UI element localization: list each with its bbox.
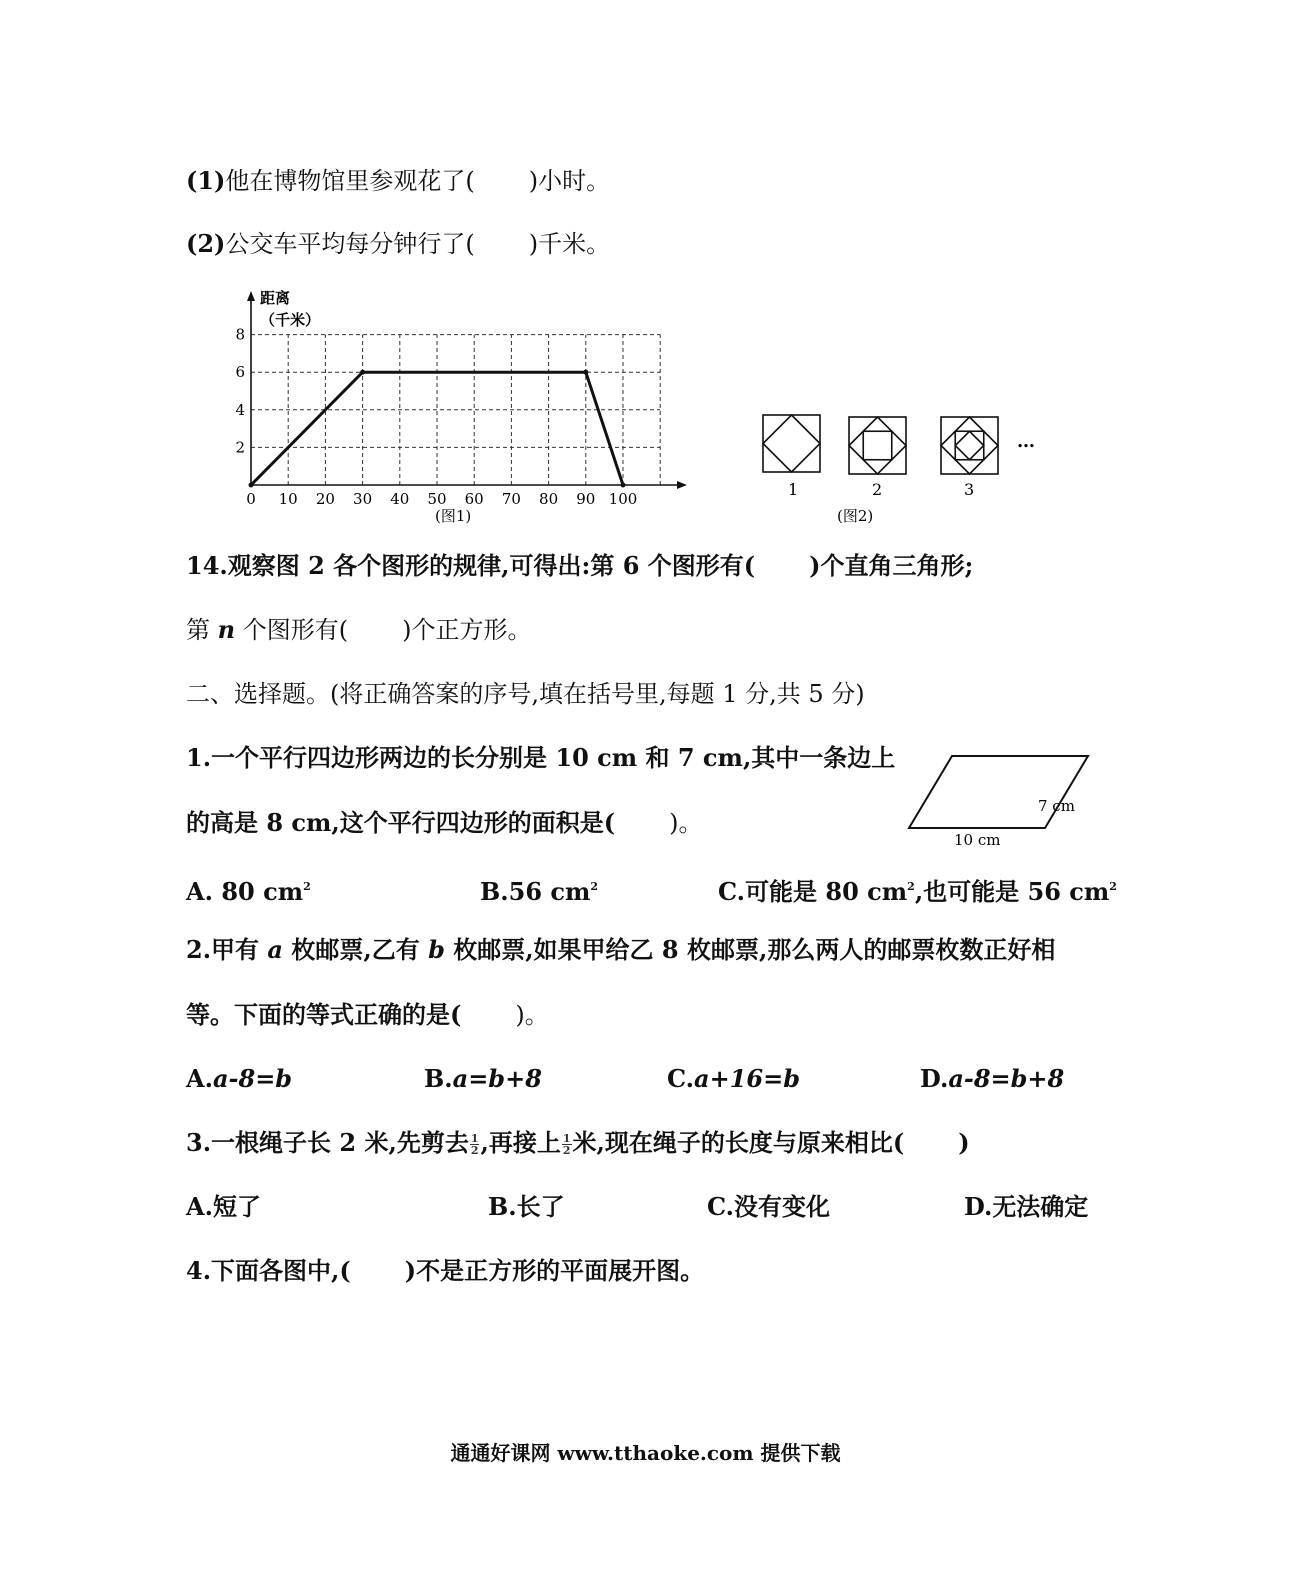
data-point [621,483,626,488]
q14-line1 [186,551,973,581]
x-tick-label: 30 [353,490,373,508]
y-tick-label: 4 [235,400,245,419]
q14-text: 14.观察图 2 各个图形的规律,可得出:第 6 个图形有( [186,551,756,580]
square-figure-3 [941,417,998,474]
y-axis-arrow [247,291,255,301]
q13-part2 [186,229,610,259]
variable-b: b [428,935,445,964]
data-point [360,370,365,375]
q13-part2-text: 公交车平均每分钟行了( [225,230,475,258]
x-tick-label: 10 [278,490,298,508]
mc3-option-a[interactable]: A.短了 [186,1192,261,1221]
mc2-option-a[interactable]: A.a-8=b [186,1064,293,1093]
x-tick-label: 20 [315,490,335,508]
square-figure-2 [849,417,906,474]
x-tick-label: 70 [501,490,521,508]
figure-label-2: 2 [872,480,883,499]
mc1-line2 [186,808,703,838]
y-axis-label-line1: 距离 [260,289,291,307]
x-tick-label: 0 [246,490,256,508]
mc1-option-b[interactable]: B.56 $cm^2$ [480,877,599,906]
mc3-option-d[interactable]: D.无法确定 [964,1192,1089,1221]
q13-part2-num: (2) [186,229,226,258]
base-label: 10 cm [954,831,1001,848]
mc2-option-d[interactable]: D.a-8=b+8 [920,1064,1065,1093]
data-point [583,370,588,375]
q14-line2 [186,615,531,645]
footer-source: 通通好课网 www.tthaoke.com 提供下载 [450,1441,841,1465]
x-tick-label: 40 [390,490,410,508]
q13-part1-close: )小时。 [528,167,611,195]
q14-line2-end: )个正方形。 [402,616,532,644]
data-point [249,483,254,488]
fraction: $\frac{1}{2}$ [562,1132,571,1157]
q14-line2-a: 第 [186,616,218,644]
mc3-option-b[interactable]: B.长了 [488,1192,565,1221]
variable-n: n [217,615,236,644]
section-title: 二、选择题。(将正确答案的序号,填在括号里,每题 1 分,共 5 分) [186,680,865,708]
mc2-option-b[interactable]: B.a=b+8 [424,1064,542,1093]
x-tick-label: 60 [464,490,484,508]
mc2-line2: 等。下面的等式正确的是( )。 [186,1000,549,1029]
chart-caption: (图1) [435,507,472,525]
q14-line2-b: 个图形有( [235,616,349,644]
y-tick-label: 8 [235,325,245,344]
q13-part2-close: )千米。 [528,230,611,258]
mc3-line: 3.一根绳子长 2 米,先剪去 $\frac{1}{2}$ ,再接上 $\frac{1}{2}$ 米,现在绳子的长度与原来相比( ) [186,1128,970,1157]
variable-a: a [267,935,283,964]
x-tick-label: 80 [539,490,559,508]
mc1-line1: 1.一个平行四边形两边的长分别是 10 cm 和 7 cm,其中一条边上 [186,743,896,772]
mc1-option-c[interactable]: C.可能是 80 $cm^2$,也可能是 56 $cm^2$ [718,877,1117,906]
side-label: 7 cm [1038,797,1075,815]
x-tick-label: 50 [427,490,447,508]
mc4-line: 4.下面各图中,( )不是正方形的平面展开图。 [186,1256,705,1285]
nested-squares-figure [755,405,1055,535]
parallelogram-figure [900,748,1100,848]
mc3-option-c[interactable]: C.没有变化 [707,1192,831,1221]
fraction: $\frac{1}{2}$ [470,1132,479,1157]
y-axis-label-line2: （千米） [260,311,321,329]
mc1-line2-text: 的高是 8 cm,这个平行四边形的面积是( [186,808,616,837]
ellipsis: … [1017,431,1035,452]
figure2-caption: (图2) [837,507,874,525]
x-tick-label: 100 [608,490,638,508]
mc1-option-a[interactable]: A. 80 $cm^2$ [186,877,311,906]
q13-part1-text: 他在博物馆里参观花了( [225,167,475,195]
q13-part1 [186,166,610,196]
distance-time-chart [230,285,700,525]
square-figure-1 [763,415,820,472]
x-tick-label: 90 [576,490,596,508]
q13-part1-num: (1) [186,166,226,195]
q14-text-end: )个直角三角形; [809,551,974,580]
figure-label-1: 1 [788,480,799,499]
y-tick-label: 2 [235,438,245,457]
mc2-line1: 2.甲有 a 枚邮票,乙有 b 枚邮票,如果甲给乙 8 枚邮票,那么两人的邮票枚数正好相 [186,935,1056,964]
figure-label-3: 3 [964,480,975,499]
mc1-line2-end: )。 [669,809,703,837]
mc2-option-c[interactable]: C.a+16=b [667,1064,800,1093]
x-axis-arrow [677,481,687,489]
y-tick-label: 6 [235,363,245,382]
